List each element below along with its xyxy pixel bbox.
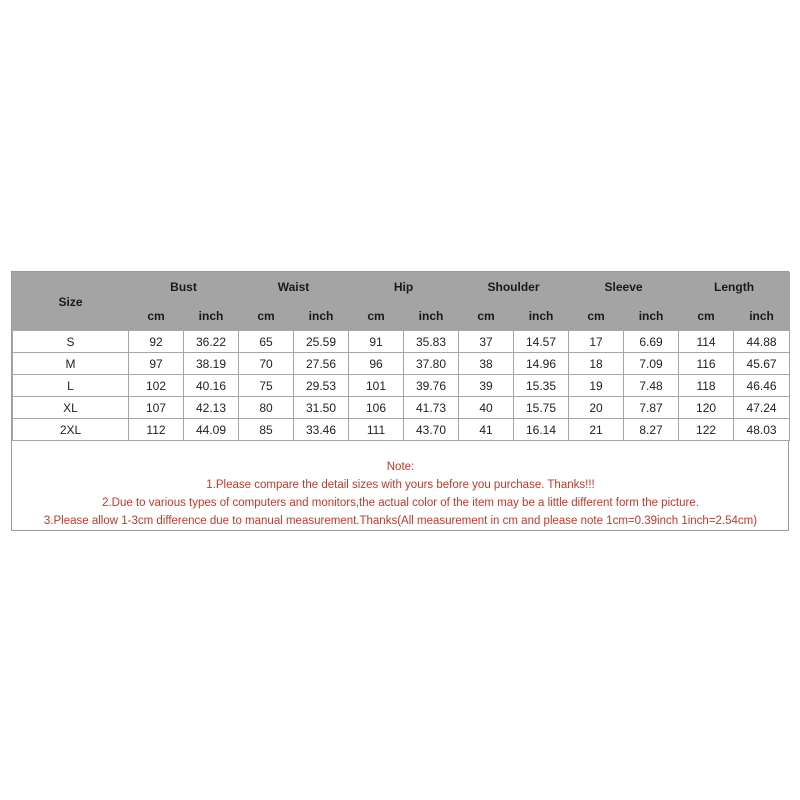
unit-header-waist-cm: cm bbox=[239, 302, 294, 331]
unit-header-bust-cm: cm bbox=[129, 302, 184, 331]
value-cell: 15.75 bbox=[514, 397, 569, 419]
unit-header-shoulder-cm: cm bbox=[459, 302, 514, 331]
value-cell: 42.13 bbox=[184, 397, 239, 419]
value-cell: 38 bbox=[459, 353, 514, 375]
value-cell: 116 bbox=[679, 353, 734, 375]
value-cell: 18 bbox=[569, 353, 624, 375]
value-cell: 36.22 bbox=[184, 331, 239, 353]
value-cell: 107 bbox=[129, 397, 184, 419]
table-row bbox=[13, 419, 790, 441]
value-cell: 31.50 bbox=[294, 397, 349, 419]
value-cell: 7.87 bbox=[624, 397, 679, 419]
value-cell: 120 bbox=[679, 397, 734, 419]
group-header-waist: Waist bbox=[239, 273, 349, 302]
value-cell: 43.70 bbox=[404, 419, 459, 441]
value-cell: 92 bbox=[129, 331, 184, 353]
value-cell: 70 bbox=[239, 353, 294, 375]
value-cell: 37 bbox=[459, 331, 514, 353]
value-cell: 40 bbox=[459, 397, 514, 419]
value-cell: 20 bbox=[569, 397, 624, 419]
value-cell: 25.59 bbox=[294, 331, 349, 353]
size-column-header: Size bbox=[13, 273, 129, 331]
value-cell: 112 bbox=[129, 419, 184, 441]
unit-header-length-inch: inch bbox=[734, 302, 790, 331]
value-cell: 21 bbox=[569, 419, 624, 441]
value-cell: 39 bbox=[459, 375, 514, 397]
table-row bbox=[13, 375, 790, 397]
group-header-bust: Bust bbox=[129, 273, 239, 302]
value-cell: 19 bbox=[569, 375, 624, 397]
size-table bbox=[12, 272, 790, 441]
table-row bbox=[13, 353, 790, 375]
value-cell: 45.67 bbox=[734, 353, 790, 375]
unit-header-sleeve-inch: inch bbox=[624, 302, 679, 331]
value-cell: 44.88 bbox=[734, 331, 790, 353]
value-cell: 65 bbox=[239, 331, 294, 353]
value-cell: 16.14 bbox=[514, 419, 569, 441]
value-cell: 29.53 bbox=[294, 375, 349, 397]
unit-header-hip-inch: inch bbox=[404, 302, 459, 331]
value-cell: 101 bbox=[349, 375, 404, 397]
value-cell: 96 bbox=[349, 353, 404, 375]
value-cell: 8.27 bbox=[624, 419, 679, 441]
value-cell: 40.16 bbox=[184, 375, 239, 397]
value-cell: 97 bbox=[129, 353, 184, 375]
value-cell: 44.09 bbox=[184, 419, 239, 441]
value-cell: 7.09 bbox=[624, 353, 679, 375]
value-cell: 47.24 bbox=[734, 397, 790, 419]
value-cell: 106 bbox=[349, 397, 404, 419]
value-cell: 7.48 bbox=[624, 375, 679, 397]
note-title: Note: bbox=[386, 461, 415, 473]
note-line-1: 1.Please compare the detail sizes with yours before you purchase. Thanks!!! bbox=[206, 479, 595, 491]
value-cell: 91 bbox=[349, 331, 404, 353]
unit-header-sleeve-cm: cm bbox=[569, 302, 624, 331]
value-cell: 38.19 bbox=[184, 353, 239, 375]
unit-header-length-cm: cm bbox=[679, 302, 734, 331]
value-cell: 39.76 bbox=[404, 375, 459, 397]
value-cell: 75 bbox=[239, 375, 294, 397]
group-header-length: Length bbox=[679, 273, 790, 302]
size-cell: XL bbox=[13, 397, 129, 419]
size-cell: L bbox=[13, 375, 129, 397]
group-header-hip: Hip bbox=[349, 273, 459, 302]
size-cell: S bbox=[13, 331, 129, 353]
value-cell: 33.46 bbox=[294, 419, 349, 441]
value-cell: 48.03 bbox=[734, 419, 790, 441]
table-row bbox=[13, 331, 790, 353]
value-cell: 37.80 bbox=[404, 353, 459, 375]
value-cell: 14.57 bbox=[514, 331, 569, 353]
unit-header-hip-cm: cm bbox=[349, 302, 404, 331]
group-header-shoulder: Shoulder bbox=[459, 273, 569, 302]
value-cell: 41 bbox=[459, 419, 514, 441]
value-cell: 80 bbox=[239, 397, 294, 419]
value-cell: 14.96 bbox=[514, 353, 569, 375]
table-header bbox=[13, 273, 790, 331]
table-body bbox=[13, 331, 790, 441]
value-cell: 41.73 bbox=[404, 397, 459, 419]
value-cell: 35.83 bbox=[404, 331, 459, 353]
unit-header-waist-inch: inch bbox=[294, 302, 349, 331]
size-chart bbox=[11, 271, 789, 531]
unit-header-shoulder-inch: inch bbox=[514, 302, 569, 331]
value-cell: 27.56 bbox=[294, 353, 349, 375]
table-row bbox=[13, 397, 790, 419]
size-cell: M bbox=[13, 353, 129, 375]
unit-header-bust-inch: inch bbox=[184, 302, 239, 331]
value-cell: 17 bbox=[569, 331, 624, 353]
value-cell: 6.69 bbox=[624, 331, 679, 353]
value-cell: 46.46 bbox=[734, 375, 790, 397]
note-line-2: 2.Due to various types of computers and monitors,the actual color of the item may be a little different form the picture. bbox=[102, 497, 699, 509]
value-cell: 122 bbox=[679, 419, 734, 441]
size-cell: 2XL bbox=[13, 419, 129, 441]
value-cell: 118 bbox=[679, 375, 734, 397]
note-line-3: 3.Please allow 1-3cm difference due to manual measurement.Thanks(All measurement in cm and please note 1cm=0.39inch 1inch=2.54cm) bbox=[43, 515, 758, 527]
value-cell: 111 bbox=[349, 419, 404, 441]
value-cell: 85 bbox=[239, 419, 294, 441]
value-cell: 102 bbox=[129, 375, 184, 397]
value-cell: 15.35 bbox=[514, 375, 569, 397]
value-cell: 114 bbox=[679, 331, 734, 353]
group-header-sleeve: Sleeve bbox=[569, 273, 679, 302]
notes-section bbox=[12, 458, 789, 530]
